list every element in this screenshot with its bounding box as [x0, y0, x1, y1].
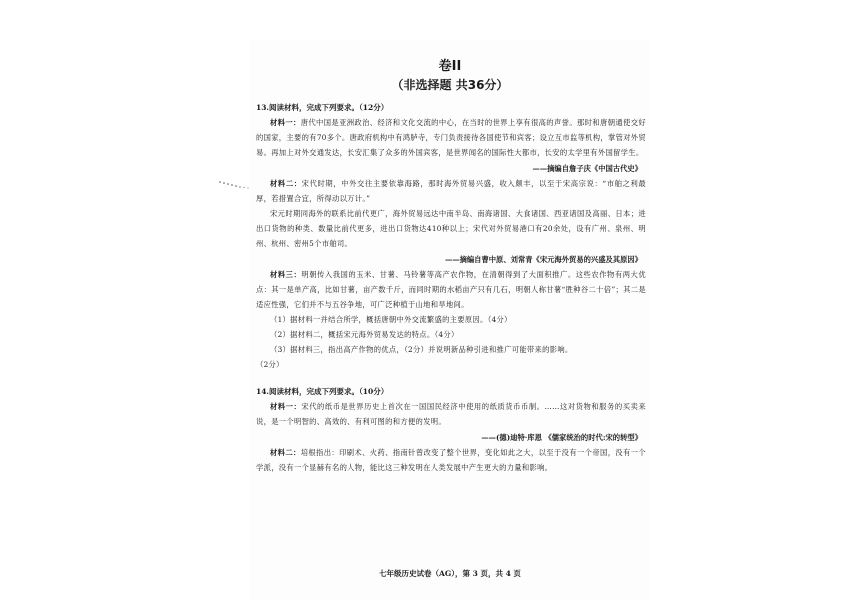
q13-subquestion-2: （2）据材料二，概括宋元海外贸易发达的特点。（4分）	[270, 330, 459, 340]
q13-material-1-source: ——摘编自詹子庆《中国古代史》	[532, 163, 642, 173]
q14-material-1-source: ——(德)迪特·库恩 《儒家统治的时代:宋的转型》	[481, 432, 642, 442]
page-content	[256, 100, 646, 475]
q13-material-3	[256, 267, 646, 313]
q13-material-1	[256, 115, 646, 161]
q14-material-1	[256, 399, 646, 429]
q13-subquestion-3-points: （2分）	[256, 360, 284, 370]
page-footer: 七年级历史试卷（AG），第 3 页，共 4 页	[379, 569, 521, 578]
q13-subquestion-3: （3）据材料三，指出高产作物的优点，（2分）并说明新品种引进和推广可能带来的影响。	[270, 345, 573, 355]
section-subtitle: （非选择题 共36分）	[391, 78, 509, 92]
q13-material-2-label: 材料二：	[270, 178, 302, 188]
q13-material-2-text-1: 宋代时期，中外交往主要依靠海路，那时海外贸易兴盛，收入颇丰，以至于宋高宗说：“市舶之利最厚，若措置合宜，所得动以万计。”	[256, 178, 646, 203]
q13-material-3-label: 材料三：	[270, 269, 302, 279]
q13-material-2-text-2: 宋元时期同海外的联系比前代更广，海外贸易远达中南半岛、南海诸国、大食诸国、西亚诸国及高丽、日本；进出口货物的种类、数量比前代更多，进出口货物达410种以上；宋代对外贸易港口有20余处，设有广州、泉州、明州、杭州、密州5个市舶司。	[256, 209, 646, 249]
q13-material-1-label: 材料一：	[270, 118, 301, 127]
q13-material-2	[256, 176, 646, 206]
section-title: 卷II	[438, 59, 462, 74]
q14-material-2-text: 培根指出：印刷术、火药、指南针曾改变了整个世界，变化如此之大，以至于没有一个帝国，没有一个学派，没有一个显赫有名的人物，能比这三种发明在人类发展中产生更大的力量和影响。	[256, 447, 646, 472]
q13-material-2-source: ——摘编自曹中原、刘常青《宋元海外贸易的兴盛及其原因》	[444, 254, 642, 264]
q14-material-2-label: 材料二：	[270, 447, 301, 457]
q13-subquestion-1: （1）据材料一并结合所学，概括唐朝中外交流繁盛的主要原因。（4分）	[270, 315, 512, 325]
spacer	[256, 372, 646, 384]
question-14-prompt: 14.阅读材料，完成下列要求。（10分）	[256, 387, 389, 397]
q14-material-2	[256, 445, 646, 475]
exam-page	[250, 40, 650, 600]
q14-material-1-label: 材料一：	[270, 402, 302, 412]
q14-material-1-text: 宋代的纸币是世界历史上首次在一国国民经济中使用的纸质货币币制。……这对货物和服务的买卖来说，是一个明智的、高效的、有利可图的和方便的发明。	[256, 402, 646, 427]
q13-material-1-text: 唐代中国是亚洲政治、经济和文化交流的中心，在当时的世界上享有很高的声誉。那时和唐朝通使交好的国家，主要的有70多个。唐政府机构中有鸿胪寺，专门负责接待各国使节和宾客；设立互市监等机构，掌管对外贸易。再加上对外交通发达，长安汇集了众多的外国宾客，是世界闻名的国际性大都市，长安的太学里有外国留学生。	[256, 118, 646, 158]
question-13-prompt: 13.阅读材料，完成下列要求。（12分）	[256, 103, 389, 112]
stray-marks	[218, 180, 254, 190]
q13-material-3-text: 明朝传入我国的玉米、甘薯、马铃薯等高产农作物，在清朝得到了大面积推广。这些农作物有两大优点：其一是单产高，比如甘薯，亩产数千斤，而同时期的水稻亩产只有几石，明朝人称甘薯“胜种谷二十倍”；其二是适应性强，它们并不与五谷争地，可广泛种植于山地和旱地间。	[256, 269, 646, 310]
